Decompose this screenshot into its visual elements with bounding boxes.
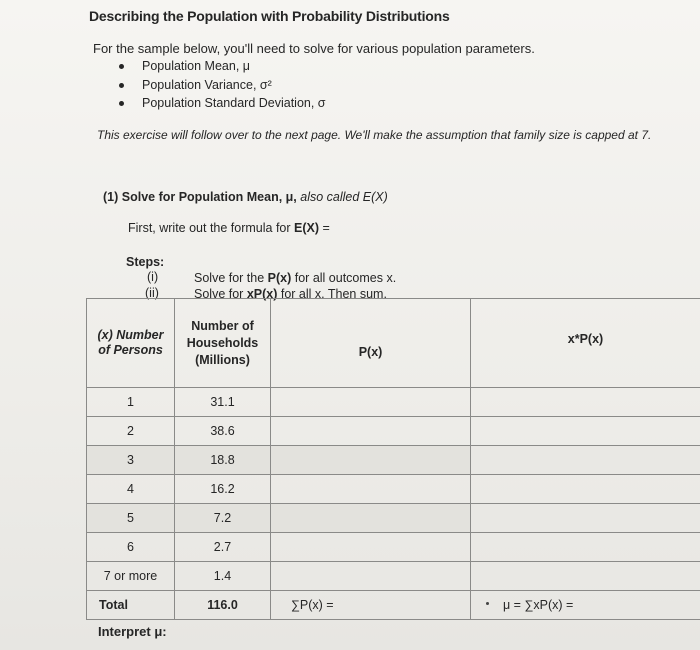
parameter-item-std-dev: Population Standard Deviation, σ — [112, 94, 326, 113]
cell-households: 16.2 — [175, 475, 271, 504]
page-title: Describing the Population with Probability Distributions — [89, 8, 450, 24]
header-x-times-p: x*P(x) — [471, 299, 700, 388]
table-header-row — [87, 299, 700, 388]
cell-x: 6 — [87, 533, 175, 562]
total-households: 116.0 — [175, 591, 271, 620]
cell-households: 2.7 — [175, 533, 271, 562]
cell-p-of-x[interactable] — [271, 475, 471, 504]
step-2-term: xP(x) — [246, 287, 278, 301]
header-x-line-2: of Persons — [98, 343, 163, 357]
cell-p-of-x[interactable] — [271, 504, 471, 533]
cell-x-times-p[interactable] — [471, 562, 700, 591]
cell-x-times-p[interactable] — [471, 504, 700, 533]
header-households-line-2: Households — [186, 335, 259, 350]
section-alias: also called E(X) — [296, 190, 388, 204]
cell-x: 7 or more — [87, 562, 175, 591]
cell-x-times-p[interactable] — [471, 475, 700, 504]
header-households-line-1: Number of — [191, 318, 254, 333]
total-label: Total — [87, 591, 175, 620]
cell-x: 1 — [87, 388, 175, 417]
assumption-note: This exercise will follow over to the next page. We'll make the assumption that family size is capped at 7. — [97, 128, 652, 142]
table-total-row — [87, 591, 700, 620]
steps-label: Steps: — [126, 255, 165, 269]
table-row — [87, 446, 700, 475]
header-p-of-x: P(x) — [271, 299, 471, 388]
cell-x-times-p[interactable] — [471, 533, 700, 562]
step-1-post: for all outcomes x. — [291, 271, 397, 285]
cell-households: 1.4 — [175, 562, 271, 591]
cell-x-times-p[interactable] — [471, 417, 700, 446]
parameter-list — [112, 57, 326, 113]
cell-p-of-x[interactable] — [271, 446, 471, 475]
formula-prefix: First, write out the formula for — [128, 221, 295, 235]
cell-x: 5 — [87, 504, 175, 533]
parameter-item-variance: Population Variance, σ² — [112, 76, 326, 95]
header-households — [175, 299, 271, 388]
table-row — [87, 562, 700, 591]
intro-text: For the sample below, you'll need to solve for various population parameters. — [93, 41, 535, 56]
formula-suffix: = — [319, 221, 330, 235]
pen-mark — [486, 602, 489, 605]
table-row — [87, 504, 700, 533]
cell-households: 31.1 — [175, 388, 271, 417]
cell-p-of-x[interactable] — [271, 562, 471, 591]
probability-table — [86, 298, 700, 612]
step-number-1: (i) — [147, 270, 159, 284]
cell-x: 4 — [87, 475, 175, 504]
cell-x: 2 — [87, 417, 175, 446]
step-1-term: P(x) — [267, 271, 292, 285]
parameter-item-mean: Population Mean, μ — [112, 57, 326, 76]
section-label: (1) Solve for Population Mean, μ, — [103, 190, 297, 204]
step-number-2: (ii) — [145, 286, 159, 300]
cell-x-times-p[interactable] — [471, 446, 700, 475]
cell-households: 38.6 — [175, 417, 271, 446]
step-2-pre: Solve for — [194, 287, 247, 301]
header-x-line-1: (x) Number — [97, 328, 164, 342]
step-text-1 — [194, 271, 396, 285]
mu-formula[interactable]: μ = ∑xP(x) = — [471, 591, 700, 620]
cell-p-of-x[interactable] — [271, 417, 471, 446]
interpret-prompt: Interpret μ: — [98, 624, 167, 639]
cell-p-of-x[interactable] — [271, 533, 471, 562]
table-row — [87, 475, 700, 504]
cell-x-times-p[interactable] — [471, 388, 700, 417]
header-number-of-persons — [87, 299, 175, 388]
table-row — [87, 388, 700, 417]
cell-p-of-x[interactable] — [271, 388, 471, 417]
cell-x: 3 — [87, 446, 175, 475]
header-households-line-3: (Millions) — [195, 352, 250, 367]
cell-households: 7.2 — [175, 504, 271, 533]
table-row — [87, 533, 700, 562]
table-row — [87, 417, 700, 446]
section-heading — [103, 190, 388, 204]
formula-term: E(X) — [294, 221, 320, 235]
sum-p-of-x[interactable]: ∑P(x) = — [271, 591, 471, 620]
step-2-post: for all x. Then sum. — [277, 287, 387, 301]
step-1-pre: Solve for the — [194, 271, 268, 285]
cell-households: 18.8 — [175, 446, 271, 475]
formula-prompt — [128, 221, 330, 235]
